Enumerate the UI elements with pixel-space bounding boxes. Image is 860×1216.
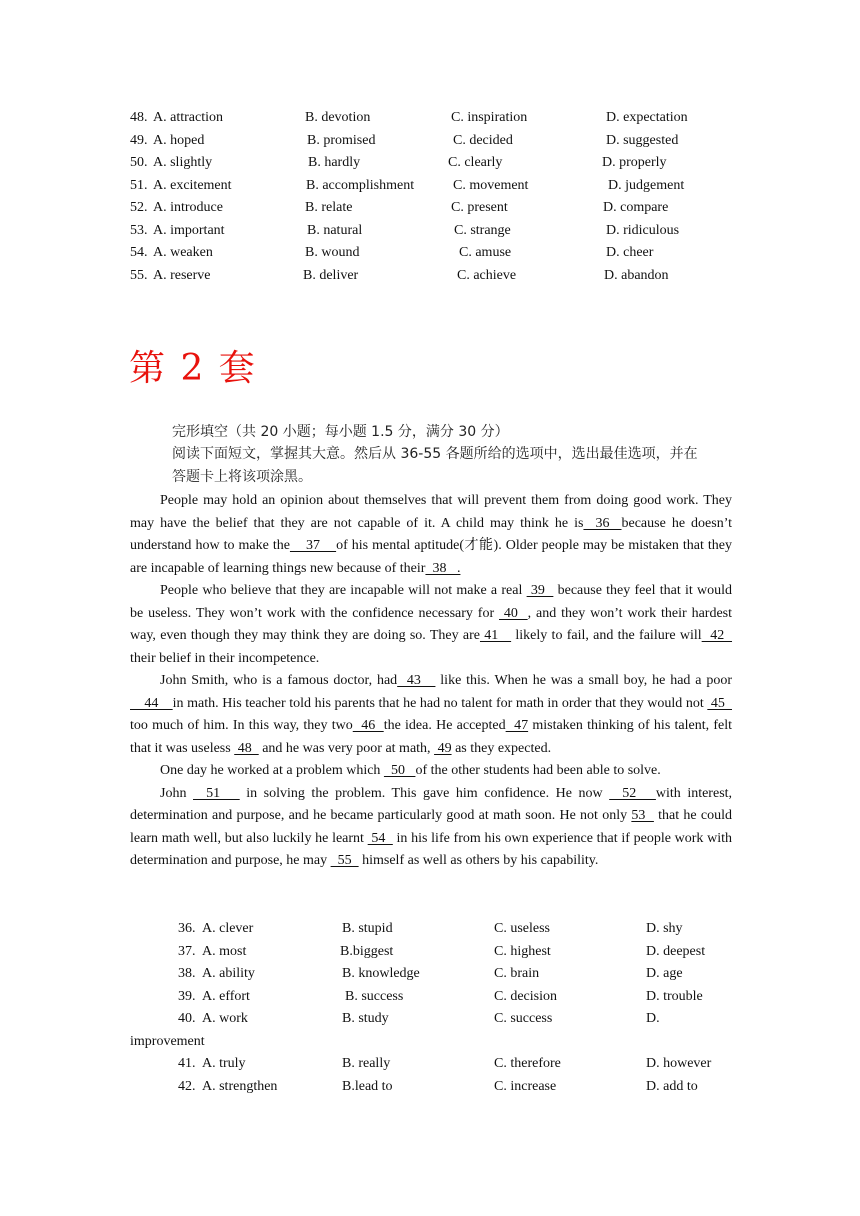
option-d: D. shy xyxy=(646,921,683,936)
passage-text: their belief in their incompetence. xyxy=(130,650,320,666)
passage-text: because they feel that it would be useless. They won’t work with the confidence necessary for xyxy=(130,583,733,621)
question-number: 49. xyxy=(130,133,148,148)
blank-38: 38 . xyxy=(425,560,461,576)
option-a: A. slightly xyxy=(153,155,213,170)
option-row-50 xyxy=(0,152,860,174)
option-d: D. ridiculous xyxy=(606,223,680,238)
passage-text: John xyxy=(160,785,193,801)
option-a: A. truly xyxy=(202,1056,246,1071)
blank-48: 48 xyxy=(234,740,259,756)
blank-53: 53 xyxy=(631,808,654,823)
option-c: C. increase xyxy=(494,1079,557,1094)
option-d: D. cheer xyxy=(606,245,654,260)
blank-36: 36 xyxy=(583,515,622,531)
blank-55: 55 xyxy=(330,853,359,868)
option-row-53 xyxy=(0,220,860,242)
option-b: B. promised xyxy=(307,133,376,148)
option-a: A. hoped xyxy=(153,133,205,148)
option-row-37 xyxy=(0,941,860,963)
option-c: C. strange xyxy=(454,223,511,238)
option-row-55 xyxy=(0,265,860,287)
option-b: B. stupid xyxy=(342,921,393,936)
option-b: B. deliver xyxy=(303,268,359,283)
option-b: B.biggest xyxy=(340,944,394,959)
passage xyxy=(130,490,732,873)
question-number: 53. xyxy=(130,223,148,238)
blank-45: 45 xyxy=(707,695,732,711)
question-number: 54. xyxy=(130,245,148,260)
option-c: C. present xyxy=(451,200,508,215)
question-number: 37. xyxy=(178,944,196,959)
option-c: C. highest xyxy=(494,944,551,959)
option-d: D. however xyxy=(646,1056,712,1071)
option-row-52 xyxy=(0,197,860,219)
passage-text: of the other students had been able to solve. xyxy=(415,763,661,778)
option-c: C. clearly xyxy=(448,155,503,170)
option-b: B. really xyxy=(342,1056,391,1071)
option-row-54 xyxy=(0,242,860,264)
option-b: B. hardly xyxy=(308,155,361,170)
option-row-41 xyxy=(0,1053,860,1075)
passage-text: in math. His teacher told his parents that he had no talent for math in order that they would not xyxy=(172,695,708,711)
option-row-51 xyxy=(0,175,860,197)
option-b: B. wound xyxy=(305,245,360,260)
option-c: C. achieve xyxy=(457,268,517,283)
blank-42: 42 xyxy=(701,628,733,643)
passage-text: in solving the problem. This gave him confidence. He now xyxy=(239,785,610,801)
option-row-39 xyxy=(0,986,860,1008)
option-c: C. brain xyxy=(494,966,540,981)
paragraph-2 xyxy=(130,580,732,670)
passage-text: likely to fail, and the failure will xyxy=(511,628,702,643)
passage-text: John Smith, who is a famous doctor, had xyxy=(160,673,398,688)
blank-43: 43 xyxy=(397,673,436,688)
question-number: 48. xyxy=(130,110,148,125)
passage-text: like this. When he was a small boy, he had a poor xyxy=(435,673,732,688)
option-b: B. accomplishment xyxy=(306,178,415,193)
option-row-40 xyxy=(0,1008,860,1030)
option-d: D. trouble xyxy=(646,989,703,1004)
option-c: C. useless xyxy=(494,921,550,936)
option-c: C. decision xyxy=(494,989,557,1004)
option-c: C. decided xyxy=(453,133,513,148)
option-b: B. relate xyxy=(305,200,353,215)
question-number: 41. xyxy=(178,1056,196,1071)
question-number: 50. xyxy=(130,155,148,170)
option-a: A. important xyxy=(153,223,225,238)
blank-47: 47 xyxy=(505,718,529,733)
blank-54: 54 xyxy=(367,830,393,846)
option-a: A. reserve xyxy=(153,268,211,283)
option-d: D. xyxy=(646,1011,660,1026)
option-a: A. effort xyxy=(202,989,250,1004)
instructions-line-2: 阅读下面短文，掌握其大意。然后从 36-55 各题所给的选项中，选出最佳选项，并在 xyxy=(172,446,698,462)
option-a: A. excitement xyxy=(153,178,232,193)
option-a: A. most xyxy=(202,944,247,959)
option-d: D. deepest xyxy=(646,944,706,959)
passage-text: mistaken thinking of his talent, felt that it was useless xyxy=(130,718,733,756)
option-d: D. age xyxy=(646,966,683,981)
passage-text: People who believe that they are incapable will not make a real xyxy=(160,583,527,598)
question-number: 40. xyxy=(178,1011,196,1026)
passage-text: in his life from his own experience that if people work with determination and purpose, he may xyxy=(130,830,733,868)
question-number: 51. xyxy=(130,178,148,193)
passage-text: with interest, determination and purpose, and he became particularly good at math soon. He not only xyxy=(130,785,733,823)
passage-text: People may hold an opinion about themselves that will prevent them from doing good work. They may have the belief that they are not capable of it. A child may think he is xyxy=(130,493,732,531)
option-d: D. judgement xyxy=(608,178,685,193)
option-a: A. strengthen xyxy=(202,1079,278,1094)
paragraph-1 xyxy=(130,490,732,580)
passage-text: because he doesn’t understand how to make the xyxy=(130,515,733,553)
blank-52: 52 xyxy=(609,785,656,801)
option-c: C. success xyxy=(494,1011,553,1026)
blank-44: 44 xyxy=(130,695,173,711)
option-a: A. introduce xyxy=(153,200,223,215)
option-c: C. inspiration xyxy=(451,110,528,125)
option-d: D. expectation xyxy=(606,110,688,125)
option-wrap-line xyxy=(0,1031,860,1053)
question-number: 36. xyxy=(178,921,196,936)
option-b: B. natural xyxy=(307,223,363,238)
question-number: 42. xyxy=(178,1079,196,1094)
option-row-48 xyxy=(0,107,860,129)
option-a: A. clever xyxy=(202,921,254,936)
option-c: C. movement xyxy=(453,178,529,193)
option-a: A. ability xyxy=(202,966,255,981)
option-a: A. work xyxy=(202,1011,248,1026)
passage-text: as they expected. xyxy=(451,740,552,756)
paragraph-4 xyxy=(130,760,732,783)
option-d: D. compare xyxy=(603,200,669,215)
option-row-36 xyxy=(0,918,860,940)
option-d-continuation: improvement xyxy=(130,1034,205,1049)
passage-text: One day he worked at a problem which xyxy=(160,763,384,778)
option-row-38 xyxy=(0,963,860,985)
question-number: 55. xyxy=(130,268,148,283)
option-row-49 xyxy=(0,130,860,152)
blank-49: 49 xyxy=(434,740,452,756)
passage-text: and he was very poor at math, xyxy=(258,740,435,756)
option-b: B. devotion xyxy=(305,110,371,125)
blank-37: 37 xyxy=(289,538,337,553)
option-a: A. weaken xyxy=(153,245,213,260)
passage-text: that he could learn math well, but also luckily he learnt xyxy=(130,808,732,846)
option-c: C. amuse xyxy=(459,245,512,260)
instructions-line-1: 完形填空（共 20 小题；每小题 1.5 分，满分 30 分） xyxy=(172,424,509,440)
blank-40: 40 xyxy=(499,605,528,621)
option-a: A. attraction xyxy=(153,110,223,125)
option-row-42 xyxy=(0,1076,860,1098)
blank-51: 51 xyxy=(193,785,240,801)
passage-text: of his mental aptitude(才能). Older people may be mistaken that they are incapable of learning things new because of their xyxy=(130,538,733,576)
option-b: B. success xyxy=(345,989,404,1004)
blank-41: 41 xyxy=(479,628,512,643)
option-b: B. study xyxy=(342,1011,389,1026)
blank-50: 50 xyxy=(383,763,416,778)
passage-text: , and they won’t work their hardest way, even though they may think they are doing so. They are xyxy=(130,605,732,643)
blank-39: 39 xyxy=(526,583,554,598)
question-number: 38. xyxy=(178,966,196,981)
option-b: B. knowledge xyxy=(342,966,420,981)
paragraph-3 xyxy=(130,670,732,760)
question-number: 39. xyxy=(178,989,196,1004)
option-d: D. add to xyxy=(646,1079,698,1094)
option-b: B.lead to xyxy=(342,1079,393,1094)
passage-text: himself as well as others by his capability. xyxy=(358,853,599,868)
option-d: D. suggested xyxy=(606,133,679,148)
paragraph-5 xyxy=(130,783,732,873)
option-c: C. therefore xyxy=(494,1056,561,1071)
section-title: 第 2 套 xyxy=(129,348,257,389)
passage-text: too much of him. In this way, they two xyxy=(130,718,353,733)
instructions-line-3: 答题卡上将该项涂黑。 xyxy=(172,469,312,485)
option-d: D. abandon xyxy=(604,268,669,283)
passage-text: the idea. He accepted xyxy=(383,718,506,733)
blank-46: 46 xyxy=(352,718,384,733)
option-d: D. properly xyxy=(602,155,667,170)
question-number: 52. xyxy=(130,200,148,215)
